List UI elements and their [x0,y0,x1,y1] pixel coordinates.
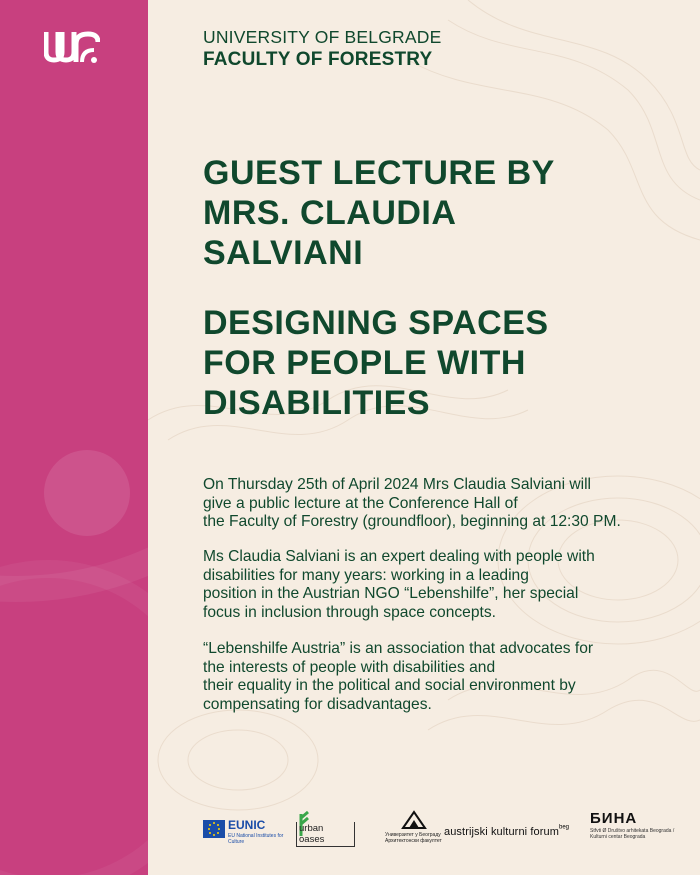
lecture-title [203,153,673,273]
urban-oases-logo [292,810,362,860]
bina-subtitle: Stfvti Ø Društvo arhitekata Beograda / Kulturni centar Beograda [590,828,675,840]
event-details-paragraph [203,476,673,532]
paragraph-line: the interests of people with disabilities and [203,658,496,676]
eunic-name: EUNIC [228,818,266,832]
akf-name: austrijski kulturni forum [444,826,559,838]
paragraph-line: On Thursday 25th of April 2024 Mrs Claudia Salviani will [203,476,592,493]
paragraph-line: Ms Claudia Salviani is an expert dealing with people with [203,548,595,565]
akf-superscript: beg [558,824,569,831]
austrian-cultural-forum-logo [444,822,584,872]
title-line: SALVIANI [203,234,364,272]
paragraph-line: the Faculty of Forestry (groundfloor), beginning at 12:30 PM. [203,513,621,531]
eunic-subtitle: EU National Institutes for Culture [228,833,284,845]
decorative-circle [44,450,130,536]
eu-flag-icon [203,820,225,838]
architecture-faculty-subtitle: Универзитет у Београду Архитектонски факултет [385,832,442,844]
sidebar-band [0,0,148,875]
architecture-faculty-mark-icon [401,810,427,830]
paragraph-line: compensating for disadvantages. [203,695,432,713]
lecture-subtitle [203,303,673,423]
subtitle-line: FOR PEOPLE WITH [203,344,526,382]
speaker-bio-paragraph [203,548,673,622]
faculty-logo-icon [44,30,100,64]
faculty-name: FACULTY OF FORESTRY [203,49,433,70]
university-name: UNIVERSITY OF BELGRADE [203,27,442,47]
paragraph-line: their equality in the political and social environment by [203,677,576,695]
paragraph-line: position in the Austrian NGO “Lebenshilfe”, her special [203,585,579,603]
title-line: GUEST LECTURE BY [203,154,555,192]
subtitle-line: DISABILITIES [203,384,431,422]
topographic-background [148,0,700,875]
organization-paragraph [203,640,673,714]
partner-logos [200,808,695,858]
paragraph-line: give a public lecture at the Conference Hall of [203,494,518,512]
urban-oases-name: urban oases [296,822,355,847]
title-line: MRS. CLAUDIA [203,194,457,232]
bina-name: БИНА [590,810,638,827]
bina-logo [590,810,690,860]
institution-header [203,26,441,72]
decorative-arc [0,560,148,875]
subtitle-line: DESIGNING SPACES [203,304,549,342]
paragraph-line: focus in inclusion through space concepts. [203,603,496,621]
paragraph-line: disabilities for many years: working in a leading [203,566,529,584]
paragraph-line: “Lebenshilfe Austria” is an association that advocates for [203,640,594,657]
eunic-logo [203,816,283,866]
